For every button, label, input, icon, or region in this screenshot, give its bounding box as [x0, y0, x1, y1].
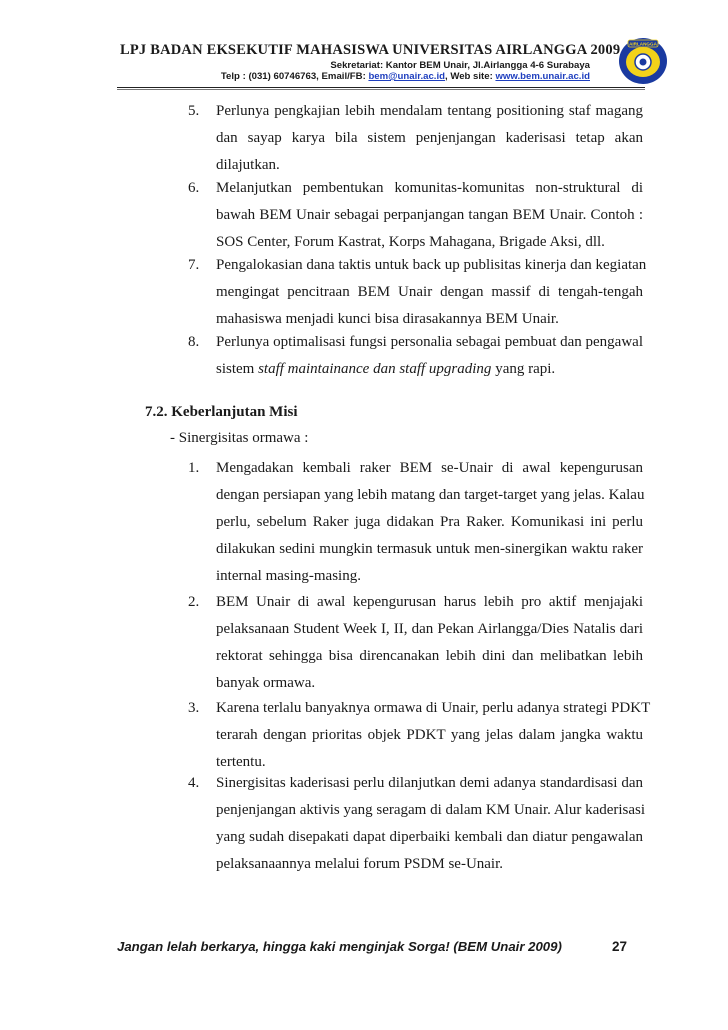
- sub-heading: - Sinergisitas ormawa :: [170, 430, 309, 446]
- list-item-text: [216, 695, 651, 776]
- list-item-text: [216, 589, 643, 697]
- page-number: 27: [612, 939, 628, 954]
- text-line: rektorat sehingga bisa direncanakan lebih dini dan melibatkan lebih: [216, 648, 643, 664]
- list-item-number: 4.: [188, 775, 200, 791]
- text-line: banyak ormawa.: [216, 675, 316, 691]
- text-line: Pengalokasian dana taktis untuk back up publisitas kinerja dan kegiatan: [216, 257, 647, 273]
- text-line: mengingat pencitraan BEM Unair dengan massif di tengah-tengah: [216, 284, 643, 300]
- text-line: mahasiswa menjadi kunci bisa dirasakannya BEM Unair.: [216, 311, 559, 327]
- italic-term: staff maintainance dan staff upgrading: [258, 361, 492, 377]
- text-line: pelaksanaannya melalui forum PSDM se-Unair.: [216, 856, 504, 872]
- email-link[interactable]: bem@unair.ac.id: [368, 71, 445, 82]
- text-line: Mengadakan kembali raker BEM se-Unair di awal kepengurusan: [216, 460, 643, 476]
- text-line: dilakukan sedini mungkin termasuk untuk men-sinergikan waktu raker: [216, 541, 643, 557]
- text-segment: yang rapi.: [491, 361, 556, 377]
- list-item-number: 3.: [188, 700, 200, 716]
- website-link[interactable]: www.bem.unair.ac.id: [495, 71, 590, 82]
- text-line: Melanjutkan pembentukan komunitas-komunitas non-struktural di: [216, 180, 643, 196]
- text-line: penjenjangan aktivis yang seragam di dalam KM Unair. Alur kaderisasi: [216, 802, 646, 818]
- text-line: tertentu.: [216, 754, 266, 770]
- contact-mid: , Web site:: [444, 71, 496, 82]
- footer-motto: Jangan lelah berkarya, hingga kaki menginjak Sorga! (BEM Unair 2009): [117, 939, 562, 954]
- text-line: pelaksanaan Student Week I, II, dan Pekan Airlangga/Dies Natalis dari: [216, 621, 643, 637]
- text-line: dan sayap karya bila sistem penjenjangan kaderisasi tetap akan: [216, 130, 643, 146]
- text-line: internal masing-masing.: [216, 568, 361, 584]
- list-item-text: [216, 175, 643, 256]
- bem-unair-logo-icon: [618, 36, 668, 86]
- list-item-number: 6.: [188, 180, 200, 196]
- list-item-number: 5.: [188, 103, 200, 119]
- section-heading: 7.2. Keberlanjutan Misi: [145, 404, 298, 420]
- list-item-text: [216, 770, 646, 878]
- document-header-title: LPJ BADAN EKSEKUTIF MAHASISWA UNIVERSITAS AIRLANGGA 2009: [120, 42, 621, 58]
- text-line: Perlunya pengkajian lebih mendalam tentang positioning staf magang: [216, 103, 643, 119]
- secretariat-address: Sekretariat: Kantor BEM Unair, Jl.Airlangga 4-6 Surabaya: [330, 60, 590, 71]
- text-line: Perlunya optimalisasi fungsi personalia sebagai pembuat dan pengawal: [216, 334, 643, 350]
- text-line: Sinergisitas kaderisasi perlu dilanjutkan demi adanya standardisasi dan: [216, 775, 643, 791]
- text-segment: sistem: [216, 361, 259, 377]
- header-rule-secondary: [117, 89, 645, 90]
- text-line: yang sudah disepakati dapat diperbaiki kembali dan diatur pengawalan: [216, 829, 643, 845]
- contact-info: [130, 71, 590, 82]
- text-line: Karena terlalu banyaknya ormawa di Unair, perlu adanya strategi PDKT: [216, 700, 651, 716]
- text-line: dengan persiapan yang lebih matang dan target-target yang jelas. Kalau: [216, 487, 645, 503]
- text-line: SOS Center, Forum Kastrat, Korps Mahagana, Brigade Aksi, dll.: [216, 234, 605, 250]
- list-item-text: [216, 98, 643, 179]
- logo-label: AIRLANGGA: [629, 41, 657, 47]
- contact-prefix: Telp : (031) 60746763, Email/FB:: [220, 71, 369, 82]
- text-line: dilajutkan.: [216, 157, 280, 173]
- list-item-text: [216, 455, 643, 590]
- text-line: perlu, sebelum Raker juga didakan Pra Raker. Komunikasi ini perlu: [216, 514, 643, 530]
- text-line: BEM Unair di awal kepengurusan harus lebih pro aktif menjajaki: [216, 594, 643, 610]
- list-item-number: 2.: [188, 594, 200, 610]
- list-item-number: 8.: [188, 334, 200, 350]
- text-line: bawah BEM Unair sebagai perpanjangan tangan BEM Unair. Contoh :: [216, 207, 643, 223]
- list-item-number: 1.: [188, 460, 200, 476]
- text-line: [216, 356, 643, 383]
- text-line: terarah dengan prioritas objek PDKT yang jelas dalam jangka waktu: [216, 727, 643, 743]
- list-item-text: [216, 329, 643, 383]
- list-item-number: 7.: [188, 257, 200, 273]
- header-rule: [117, 87, 645, 88]
- list-item-text: [216, 252, 647, 333]
